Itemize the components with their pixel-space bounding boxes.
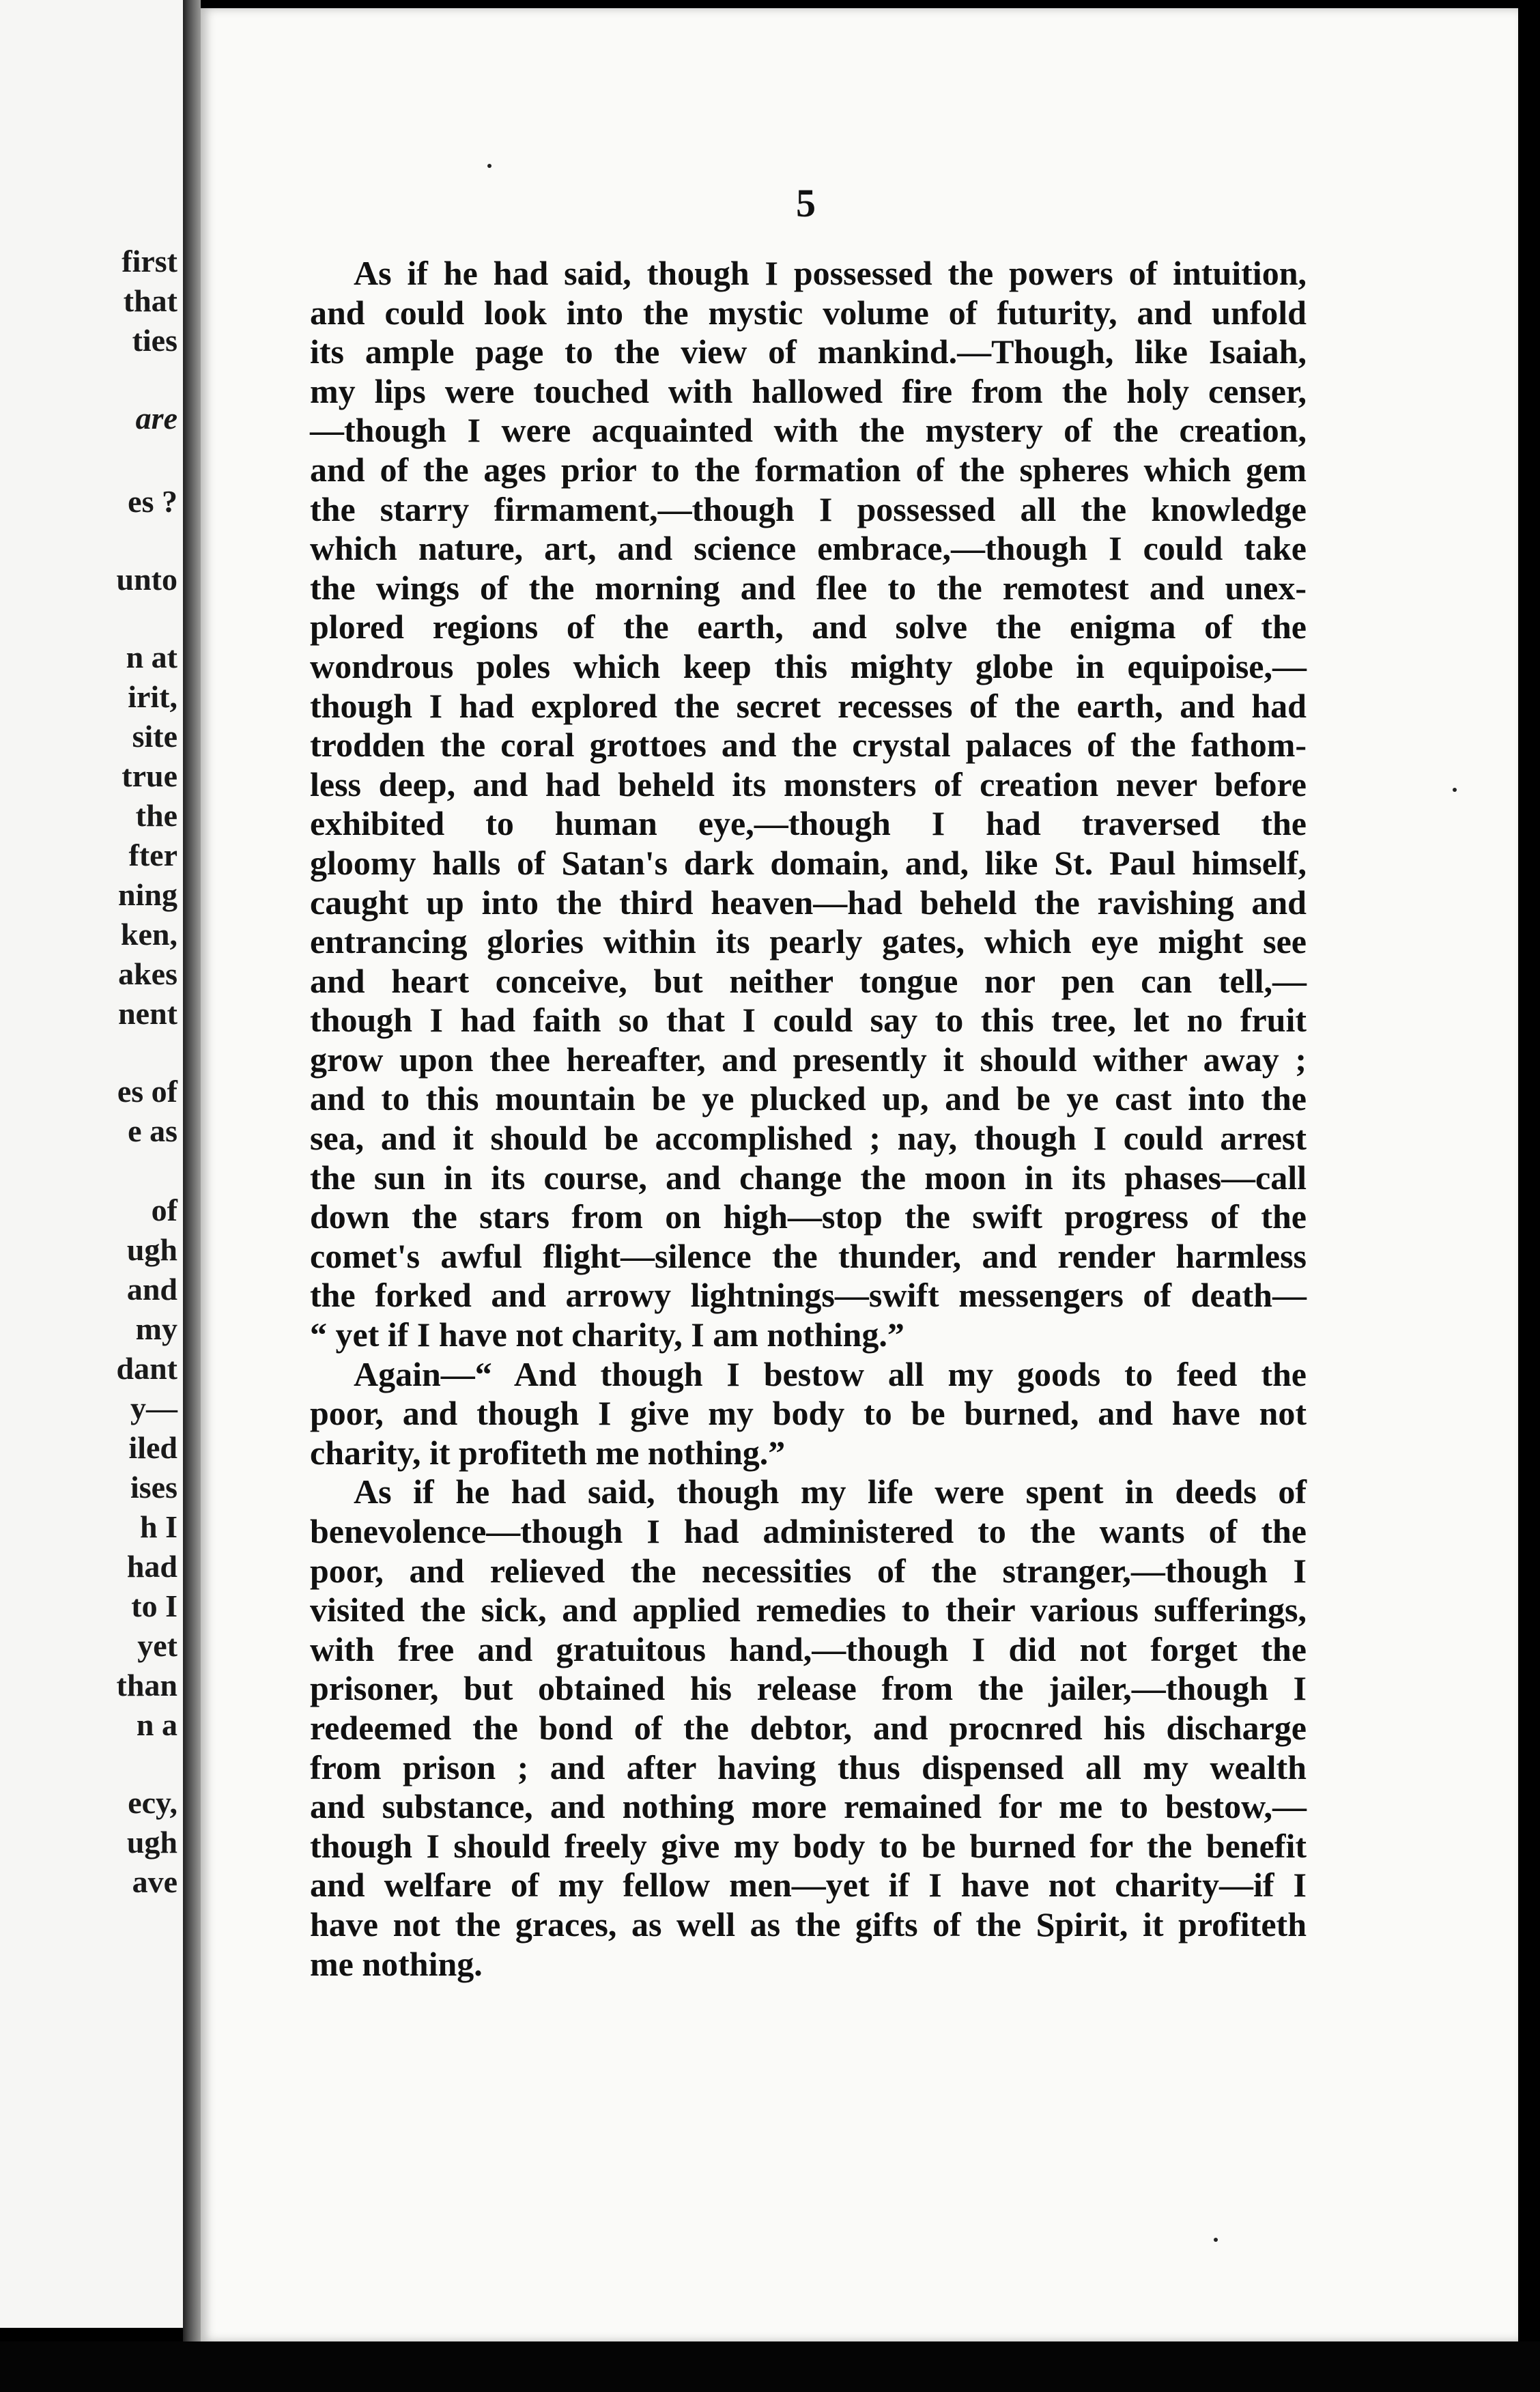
text-line: “ yet if I have not charity, I am nothing.” [310,1315,904,1354]
facing-fragment: es ? [128,484,177,519]
facing-fragment: ugh [126,1232,177,1267]
facing-fragment: had [126,1549,177,1584]
paragraph [310,254,1307,1355]
text-line: the forked and arrowy lightnings—swift messengers of death— [310,1276,1307,1315]
paragraph [310,1472,1307,1984]
facing-fragment: true [122,758,177,793]
binding-gutter [183,0,201,2392]
text-line: prisoner, but obtained his release from the jailer,—though I [310,1669,1307,1708]
scan-border [0,2341,1540,2392]
facing-fragment: iled [128,1430,177,1465]
facing-fragment: ties [132,323,177,358]
facing-fragment: e as [128,1113,177,1148]
text-line: its ample page to the view of mankind.—Though, like Isaiah, [310,332,1307,371]
text-line: down the stars from on high—stop the swift progress of the [310,1197,1307,1236]
text-line: sea, and it should be accomplished ; nay, though I could arrest [310,1119,1307,1158]
text-line: exhibited to human eye,—though I had traversed the [310,804,1307,843]
facing-fragment: first [122,244,177,279]
text-line: me nothing. [310,1944,483,1983]
text-line: have not the graces, as well as the gifts of the Spirit, it profiteth [310,1905,1307,1944]
facing-fragment: h I [140,1509,177,1544]
facing-fragment: the [135,798,177,833]
facing-fragment: to I [131,1589,177,1623]
facing-fragment: my [135,1311,177,1346]
text-line: gloomy halls of Satan's dark domain, and, like St. Paul himself, [310,843,1307,882]
facing-fragment: fter [128,838,177,872]
facing-fragment: ugh [126,1825,177,1860]
text-line: and could look into the mystic volume of futurity, and unfold [310,293,1307,332]
text-line: less deep, and had beheld its monsters of creation never before [310,765,1307,803]
text-line: visited the sick, and applied remedies to their various sufferings, [310,1591,1307,1629]
facing-fragment: ises [130,1470,177,1505]
text-line: and substance, and nothing more remained for me to bestow,— [310,1787,1307,1826]
text-line: and of the ages prior to the formation of the spheres which gem [310,450,1307,489]
text-line: which nature, art, and science embrace,—though I could take [310,529,1307,568]
text-line: poor, and relieved the necessities of the stranger,—though I [310,1551,1307,1590]
text-line: the sun in its course, and change the moon in its phases—call [310,1158,1307,1197]
facing-fragment: akes [118,956,177,991]
text-line: As if he had said, though my life were spent in deeds of [354,1472,1307,1511]
text-line: caught up into the third heaven—had beheld the ravishing and [310,883,1307,922]
paragraph [310,1355,1307,1473]
facing-fragment: ave [132,1864,177,1899]
text-line: comet's awful flight—silence the thunder, and render harmless [310,1236,1307,1275]
facing-page [0,0,183,2328]
paper-speck [1214,2238,1218,2242]
paper-speck [1453,788,1457,792]
text-line: and to this mountain be ye plucked up, and be ye cast into the [310,1079,1307,1118]
text-line: with free and gratuitous hand,—though I did not forget the [310,1629,1307,1668]
facing-fragment: unto [116,562,177,597]
facing-fragment: yet [137,1628,177,1663]
facing-fragment: y— [130,1391,177,1425]
text-line: the wings of the morning and flee to the remotest and unex- [310,568,1307,607]
text-line: entrancing glories within its pearly gates, which eye might see [310,922,1307,961]
text-line: my lips were touched with hallowed fire from the holy censer, [310,371,1307,410]
facing-fragment: n at [126,640,177,674]
facing-fragment: ken, [120,917,177,952]
facing-fragment: n a [136,1707,177,1742]
text-line: though I had explored the secret recesses of the earth, and had [310,686,1307,725]
text-line: As if he had said, though I possessed the powers of intuition, [354,254,1307,292]
text-line: plored regions of the earth, and solve the enigma of the [310,608,1307,646]
text-line: trodden the coral grottoes and the crystal palaces of the fathom- [310,726,1307,765]
facing-fragment: of [151,1193,177,1227]
facing-fragment: that [123,283,177,318]
facing-fragment: site [132,719,177,754]
facing-fragment: than [116,1668,177,1703]
book-page [201,8,1518,2341]
facing-fragment: are [135,401,177,436]
text-line: Again—“ And though I bestow all my goods to feed the [354,1354,1307,1393]
facing-fragment: irit, [128,679,177,714]
page-body [310,254,1307,1984]
text-line: grow upon thee hereafter, and presently it should wither away ; [310,1040,1307,1079]
text-line: and welfare of my fellow men—yet if I have not charity—if I [310,1866,1307,1905]
facing-fragment: and [126,1272,177,1307]
text-line: poor, and though I give my body to be burned, and have not [310,1394,1307,1433]
facing-page-text [0,0,183,2328]
facing-fragment: dant [116,1351,177,1386]
facing-fragment: nent [118,996,177,1031]
facing-fragment: ecy, [128,1785,177,1820]
text-line: the starry firmament,—though I possessed all the knowledge [310,489,1307,528]
facing-fragment: es of [117,1074,177,1109]
text-line: though I had faith so that I could say to this tree, let no fruit [310,1001,1307,1040]
text-line: and heart conceive, but neither tongue nor pen can tell,— [310,961,1307,1000]
text-line: though I should freely give my body to be burned for the benefit [310,1826,1307,1865]
text-line: benevolence—though I had administered to the wants of the [310,1512,1307,1550]
text-line: wondrous poles which keep this mighty globe in equipoise,— [310,646,1307,685]
text-line: charity, it profiteth me nothing.” [310,1433,786,1472]
paper-speck [487,164,491,168]
page-number: 5 [796,181,816,225]
facing-fragment: ning [118,877,177,912]
text-line: redeemed the bond of the debtor, and procnred his discharge [310,1708,1307,1747]
text-line: —though I were acquainted with the mystery of the creation, [310,411,1307,450]
text-line: from prison ; and after having thus dispensed all my wealth [310,1748,1307,1786]
